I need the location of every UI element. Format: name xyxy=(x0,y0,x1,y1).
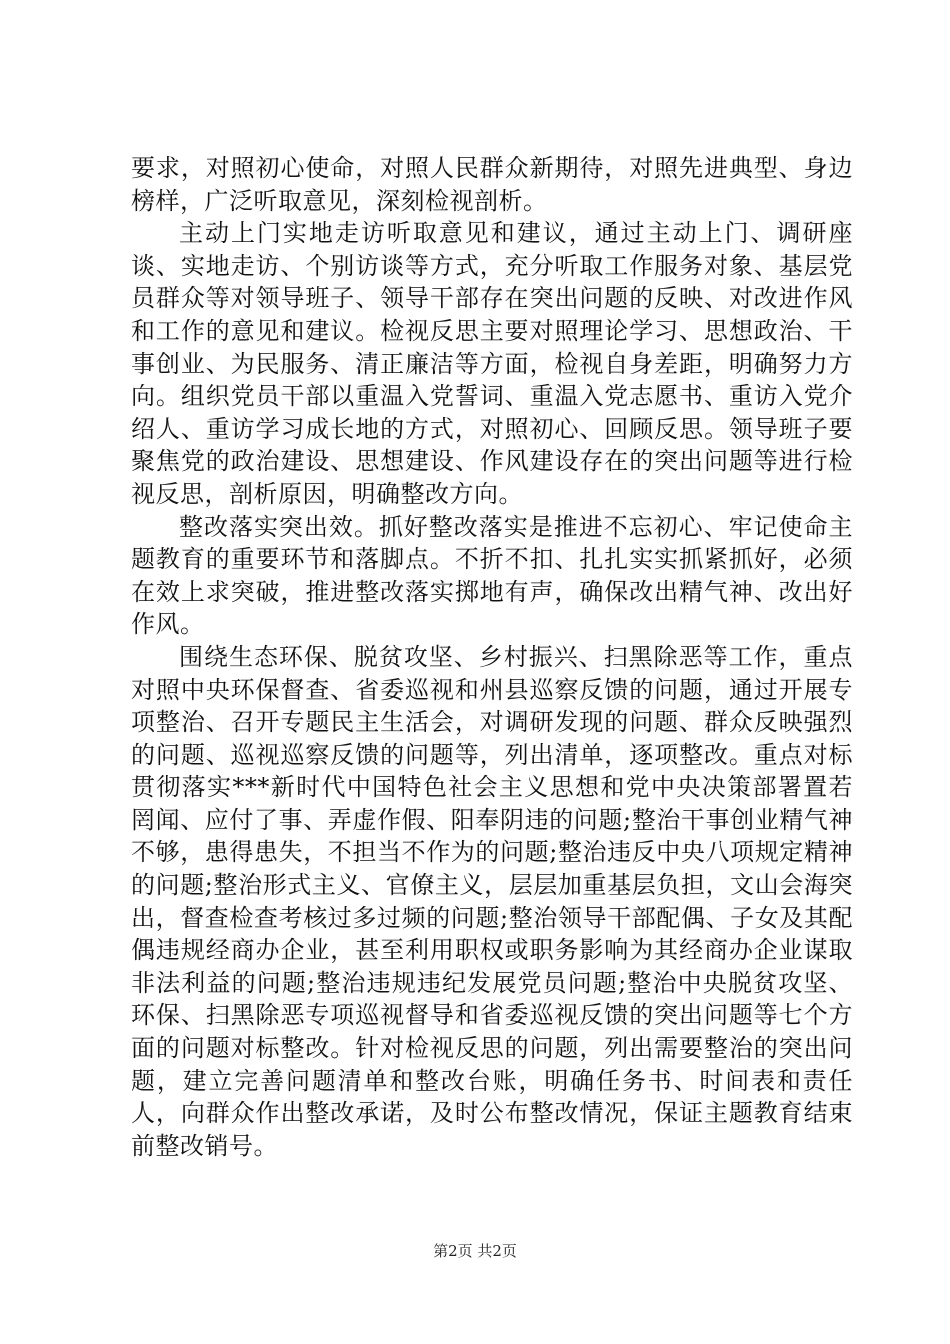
paragraph-1: 要求，对照初心使命，对照人民群众新期待，对照先进典型、身边榜样，广泛听取意见，深刻检视剖析。 xyxy=(131,154,853,215)
page-number-footer: 第2页 共2页 xyxy=(433,1242,517,1260)
paragraph-4: 围绕生态环保、脱贫攻坚、乡村振兴、扫黑除恶等工作，重点对照中央环保督查、省委巡视和州县巡察反馈的问题，通过开展专项整治、召开专题民主生活会，对调研发现的问题、群众反映强烈的问题、巡视巡察反馈的问题等，列出清单，逐项整改。重点对标贯彻落实***新时代中国特色社会主义思想和党中央决策部署置若罔闻、应付了事、弄虚作假、阳奉阴违的问题;整治干事创业精气神不够，患得患失，不担当不作为的问题;整治违反中央八项规定精神的问题;整治形式主义、官僚主义，层层加重基层负担，文山会海突出，督查检查考核过多过频的问题;整治领导干部配偶、子女及其配偶违规经商办企业，甚至利用职权或职务影响为其经商办企业谋取非法利益的问题;整治违规违纪发展党员问题;整治中央脱贫攻坚、环保、扫黑除恶专项巡视督导和省委巡视反馈的突出问题等七个方面的问题对标整改。针对检视反思的问题，列出需要整治的突出问题，建立完善问题清单和整改台账，明确任务书、时间表和责任人，向群众作出整改承诺，及时公布整改情况，保证主题教育结束前整改销号。 xyxy=(131,642,853,1160)
paragraph-3: 整改落实突出效。抓好整改落实是推进不忘初心、牢记使命主题教育的重要环节和落脚点。不折不扣、扎扎实实抓紧抓好，必须在效上求突破，推进整改落实掷地有声，确保改出精气神、改出好作风。 xyxy=(131,512,853,639)
document-body xyxy=(131,152,853,1162)
paragraph-2: 主动上门实地走访听取意见和建议，通过主动上门、调研座谈、实地走访、个别访谈等方式，充分听取工作服务对象、基层党员群众等对领导班子、领导干部存在突出问题的反映、对改进作风和工作的意见和建议。检视反思主要对照理论学习、思想政治、干事创业、为民服务、清正廉洁等方面，检视自身差距，明确努力方向。组织党员干部以重温入党誓词、重温入党志愿书、重访入党介绍人、重访学习成长地的方式，对照初心、回顾反思。领导班子要聚焦党的政治建设、思想建设、作风建设存在的突出问题等进行检视反思，剖析原因，明确整改方向。 xyxy=(131,219,853,508)
